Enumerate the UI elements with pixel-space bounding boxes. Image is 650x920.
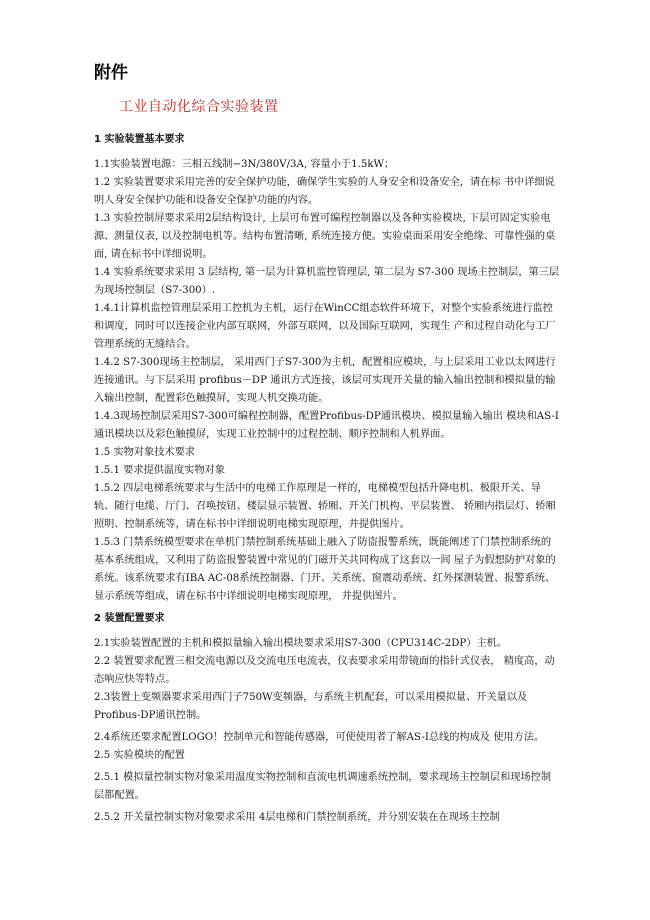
paragraph: 1.4.1计算机监控管理层采用工控机为主机，运行在WinCC组态软件环境下，对整个实验系统进行监控和调度，同时可以连接企业内部互联网，外部互联网，以及国际互联网，实现生 产和过程自动化与工厂管理系统的无缝结合。 — [94, 303, 556, 350]
paragraph: 2.5.2 开关量控制实物对象要求采用 4层电梯和门禁控制系统，并分别安装在在现场主控制 — [94, 812, 500, 823]
paragraph: 2.5.1 模拟量控制实物对象采用温度实物控制和直流电机调速系统控制，要求现场主控制层和现场控制层都配置。 — [94, 772, 552, 801]
paragraph: 1.1实验装置电源：三相五线制−3N/380V/3A, 容量小于1.5kW； — [94, 159, 395, 170]
paragraph: 2.5 实验模块的配置 — [94, 750, 185, 761]
paragraph: 1.4.3现场控制层采用S7-300可编程控制器，配置Profibus-DP通讯模块、模拟量输入输出 模块和AS-I通讯模块以及彩色触摸屏，实现工业控制中的过程控制、顺序控制和人机界面。 — [94, 411, 559, 440]
paragraph: 2.4系统还要求配置LOGO！控制单元和智能传感器，可使使用者了解AS-I总线的构成及 使用方法。 — [94, 732, 545, 743]
paragraph: 1.2 实验装置要求采用完善的安全保护功能，确保学生实验的人身安全和设备安全，请在标 书中详细说明人身安全保护功能和设备安全保护功能的内容。 — [94, 177, 555, 206]
document-body — [94, 131, 560, 827]
section-heading: 2 装置配置要求 — [94, 613, 165, 624]
annex-label: 附件 — [94, 63, 128, 83]
document-title: 工业自动化综合实验装置 — [119, 99, 279, 115]
paragraph: 1.4.2 S7-300现场主控制层， 采用西门子S7-300为主机，配置相应模块，与上层采用工业以太网进行连接通讯。与下层采用 profibus－DP 通讯方式连接，该层可实现开关量的输入输出控制和模拟量的输入输出控制，配置彩色触摸屏，实现人机交换功能。 — [94, 357, 556, 404]
paragraph: 1.5.2 四层电梯系统要求与生活中的电梯工作原理是一样的，电梯模型包括升降电机、极限开关、导轨、随行电缆、厅门、召唤按钮、楼层显示装置、轿厢、开关门机构、平层装置、 轿厢内指层灯、轿厢照明、控制系统等，请在标书中详细说明电梯实现原理，并提供图片。 — [94, 483, 556, 530]
paragraph: 1.5.1 要求提供温度实物对象 — [94, 465, 226, 476]
paragraph: 2.1实验装置配置的主机和模拟量输入输出模块要求采用S7-300（CPU314C-2DP）主机。 — [94, 638, 508, 649]
paragraph: 2.2 装置要求配置三相交流电源以及交流电压电流表，仪表要求采用带镜面的指针式仪表， 精度高，动态响应快等特点。 — [94, 656, 555, 685]
section-heading: 1 实验装置基本要求 — [94, 134, 185, 145]
paragraph: 2.3装置上变频器要求采用西门子750W变频器，与系统主机配套，可以采用模拟量、开关量以及Profibus-DP通讯控制。 — [94, 692, 528, 721]
paragraph: 1.5.3 门禁系统模型要求在单机门禁控制系统基础上融入了防盗报警系统，既能阐述了门禁控制系统的基本系统组成，又利用了防盗报警装置中常见的门磁开关共同构成了这套以一间 屋子为假想防护对象的系统。该系统要求有IBA AC-08系统控制器、门开、关系统、窗震动系统、红外探测装置、报警系统、显示系统等组成，请在标书中详细说明电梯实现原理， 并提供图片。 — [94, 537, 556, 602]
paragraph: 1.4 实验系统要求采用 3 层结构, 第一层为计算机监控管理层, 第二层为 S7-300 现场主控制层，第三层为现场控制层（S7-300）. — [94, 267, 560, 296]
paragraph: 1.3 实验控制屏要求采用2层结构设计, 上层可布置可编程控制器以及各种实验模块, 下层可固定实验电源、测量仪表, 以及控制电机等。结构布置清晰, 系统连接方便。实验桌面采用安全绝缘、可靠性强的桌面, 请在标书中详细说明。 — [94, 213, 556, 260]
paragraph: 1.5 实物对象技术要求 — [94, 447, 195, 458]
